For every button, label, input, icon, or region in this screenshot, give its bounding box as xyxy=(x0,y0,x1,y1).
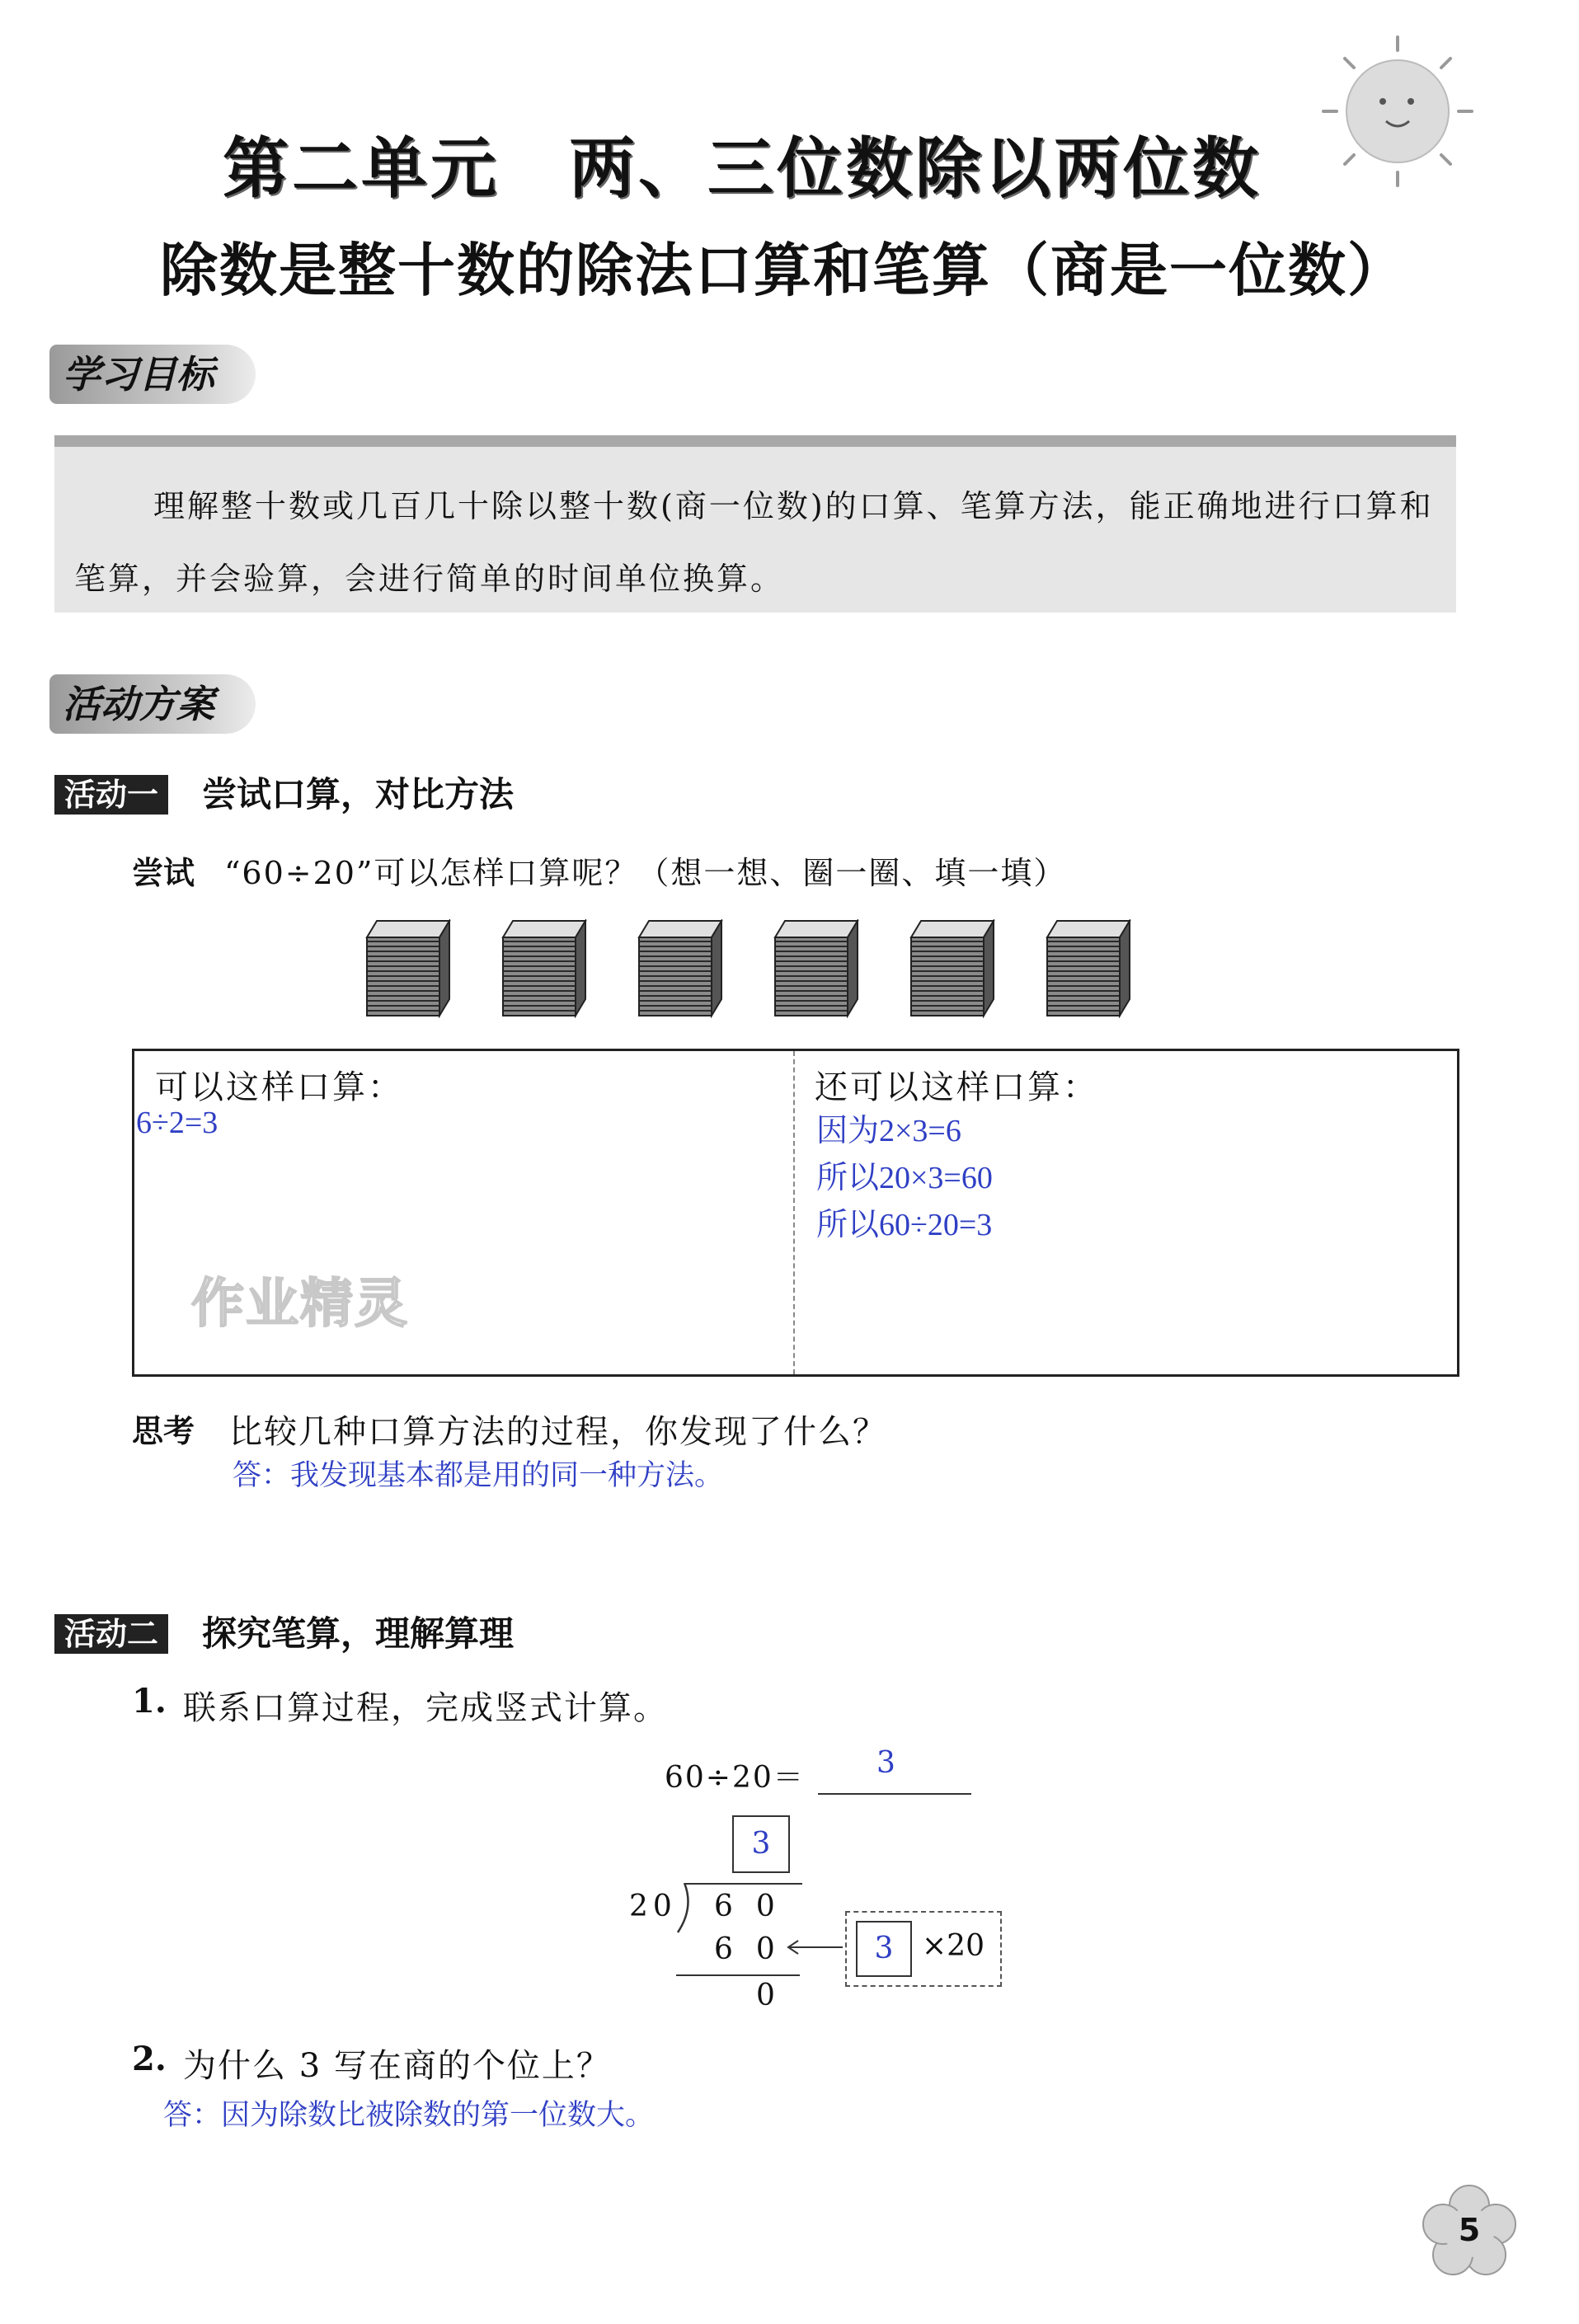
question-number: 1. xyxy=(132,1682,167,1721)
goal-text: 理解整十数或几百几十除以整十数(商一位数)的口算、笔算方法，能正确地进行口算和笔算，并会验算，会进行简单的时间单位换算。 xyxy=(74,488,1434,597)
arrow-left-icon xyxy=(783,1931,845,1964)
activity2-badge: 活动二 xyxy=(54,1614,168,1654)
question-text: 为什么 3 写在商的个位上？ xyxy=(183,2047,611,2085)
answer-blank-line xyxy=(818,1793,971,1795)
think-label: 思考 xyxy=(132,1412,195,1449)
equation-answer: 3 xyxy=(876,1746,895,1780)
division-bracket-icon xyxy=(673,1883,698,1934)
subtraction-line xyxy=(676,1974,800,1976)
cube-icon xyxy=(503,921,585,1016)
activity1-title: 尝试口算，对比方法 xyxy=(202,774,515,815)
page-number: 5 xyxy=(1458,2212,1481,2248)
method-left-answer: 6÷2=3 xyxy=(136,1106,219,1140)
sun-icon xyxy=(1315,29,1480,194)
question-number: 2. xyxy=(132,2040,167,2078)
check-multiplier: ×20 xyxy=(922,1929,985,1963)
goal-section-tag: 学习目标 xyxy=(49,345,256,404)
try-text: “60÷20”可以怎样口算呢？（想一想、圈一圈、填一填） xyxy=(224,855,1067,891)
think-question: 比较几种口算方法的过程，你发现了什么？ xyxy=(229,1413,887,1451)
division-bar xyxy=(684,1883,802,1885)
question-text: 联系口算过程，完成竖式计算。 xyxy=(183,1689,668,1727)
method-right-answer: 所以20×3=60 xyxy=(816,1161,993,1195)
check-value: 3 xyxy=(874,1932,894,1965)
question-answer: 答：因为除数比被除数的第一位数大。 xyxy=(163,2099,655,2132)
cube-icon xyxy=(367,921,449,1016)
cube-icon xyxy=(639,921,721,1016)
watermark: 作业精灵 xyxy=(191,1274,409,1335)
product: 60 xyxy=(714,1932,798,1966)
cube-icon xyxy=(911,921,994,1016)
unit-title: 第二单元 两、三位数除以两位数 xyxy=(223,130,1262,207)
method-right-answer: 所以60÷20=3 xyxy=(816,1208,993,1242)
equation: 60÷20＝ xyxy=(665,1761,805,1795)
activity1-badge: 活动一 xyxy=(54,775,168,815)
cube-icon xyxy=(775,921,858,1016)
cube-icon xyxy=(1047,921,1130,1016)
remainder: 0 xyxy=(756,1979,775,2012)
think-answer: 答：我发现基本都是用的同一种方法。 xyxy=(233,1459,724,1492)
method-right-heading: 还可以这样口算： xyxy=(815,1068,1098,1106)
lesson-title: 除数是整十数的除法口算和笔算（商是一位数） xyxy=(160,236,1407,304)
method-divider xyxy=(793,1051,795,1374)
try-label: 尝试 xyxy=(132,854,195,891)
method-right-answer: 因为2×3=6 xyxy=(816,1114,961,1148)
cubes-illustration xyxy=(363,919,1187,1018)
activity2-title: 探究笔算，理解算理 xyxy=(202,1613,515,1654)
plan-section-tag: 活动方案 xyxy=(49,674,256,734)
dividend: 60 xyxy=(714,1890,798,1923)
method-left-heading: 可以这样口算： xyxy=(155,1068,403,1106)
quotient-value: 3 xyxy=(751,1827,771,1861)
divisor: 20 xyxy=(629,1890,677,1923)
